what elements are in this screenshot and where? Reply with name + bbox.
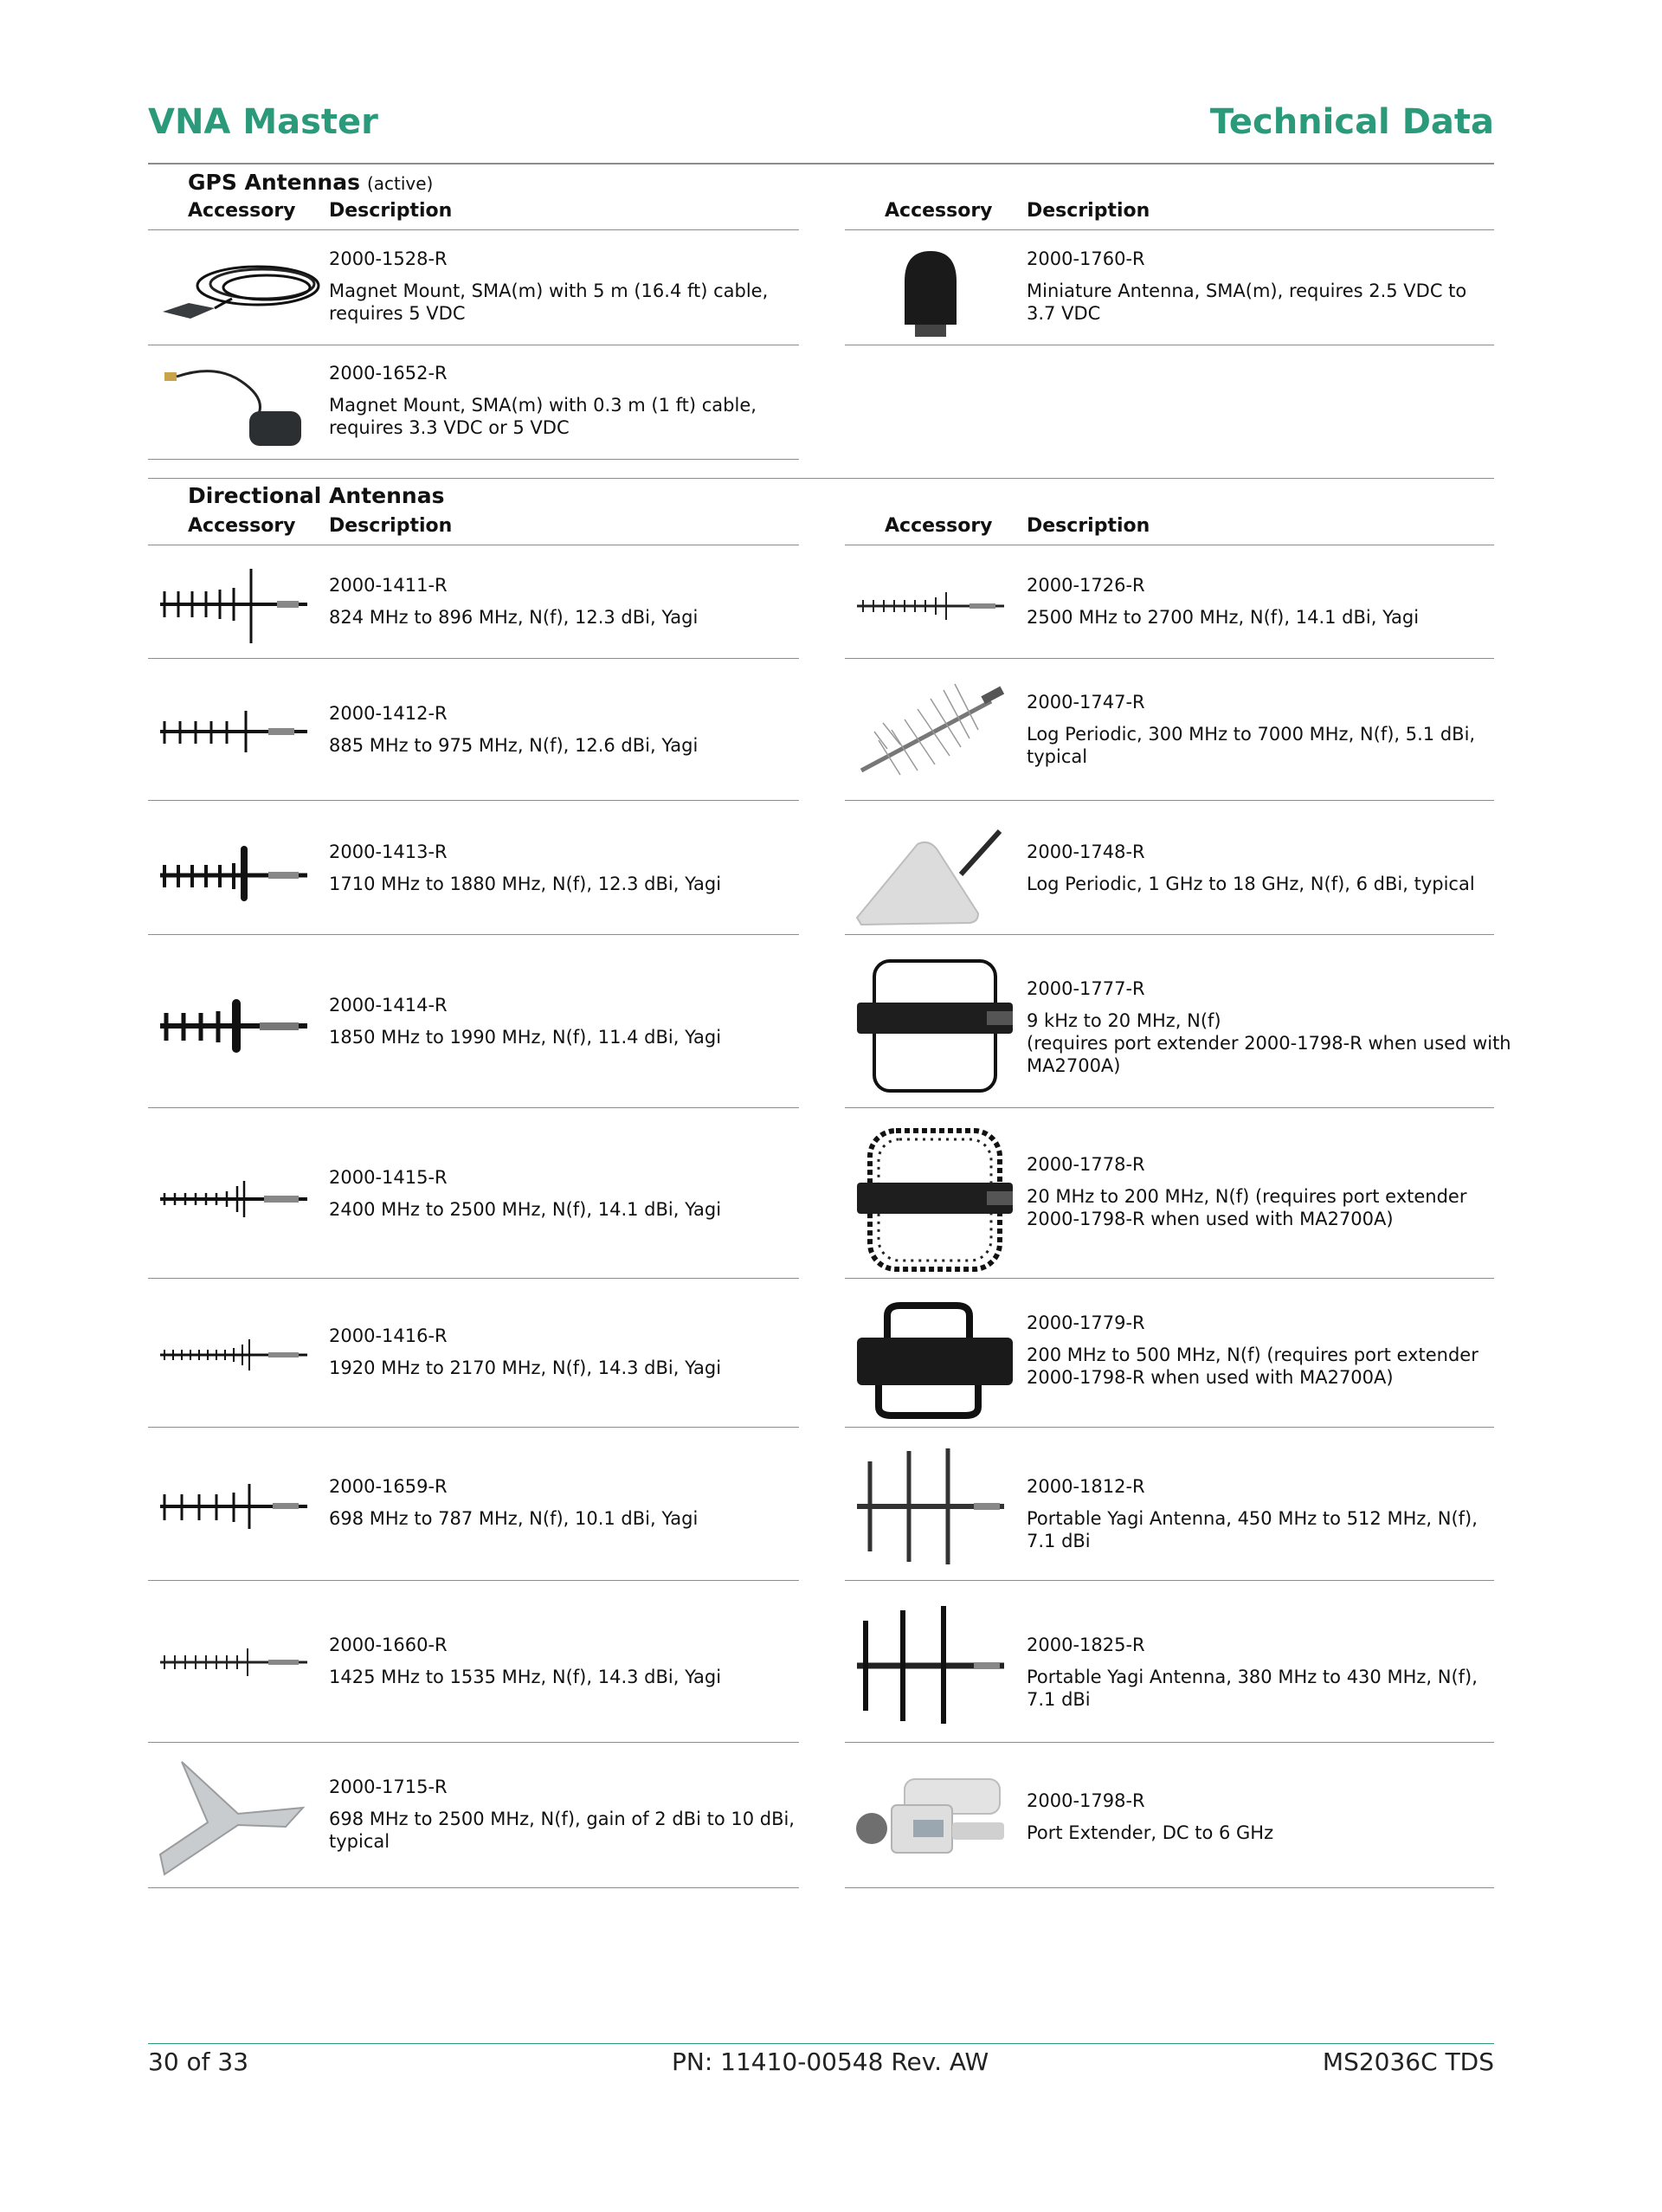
part-number: 2000-1412-R bbox=[329, 703, 448, 724]
row-rule bbox=[148, 1580, 799, 1581]
yagi-antenna-icon bbox=[156, 1338, 312, 1372]
yagi-antenna-icon bbox=[853, 589, 1008, 623]
part-number: 2000-1760-R bbox=[1027, 248, 1145, 269]
doc-title: VNA Master bbox=[148, 102, 378, 142]
item-description: Miniature Antenna, SMA(m), requires 2.5 VDC to 3.7 VDC bbox=[1027, 281, 1467, 324]
directional-right-item-8 bbox=[1027, 1635, 1478, 1711]
yagi-antenna-icon bbox=[156, 844, 312, 905]
directional-section-title: Directional Antennas bbox=[188, 483, 445, 508]
section-title: Technical Data bbox=[1209, 102, 1494, 142]
row-rule bbox=[845, 658, 1494, 659]
directional-left-item-6 bbox=[329, 1325, 721, 1379]
directional-right-item-9 bbox=[1027, 1790, 1273, 1844]
section-rule bbox=[148, 478, 1494, 479]
portable-yagi-antenna-icon bbox=[853, 1603, 1008, 1725]
footer-rule bbox=[148, 2043, 1494, 2044]
part-number: 2000-1726-R bbox=[1027, 575, 1145, 596]
row-rule bbox=[148, 1742, 799, 1743]
dir-col-description-left: Description bbox=[329, 515, 453, 537]
row-rule bbox=[148, 658, 799, 659]
triangle-log-periodic-antenna-icon bbox=[848, 822, 1013, 926]
dir-col-accessory-left: Accessory bbox=[188, 515, 296, 537]
item-description: Log Periodic, 1 GHz to 18 GHz, N(f), 6 dBi, typical bbox=[1027, 874, 1475, 894]
footer-doc-id: MS2036C TDS bbox=[1322, 2048, 1494, 2076]
item-description: 1710 MHz to 1880 MHz, N(f), 12.3 dBi, Yagi bbox=[329, 874, 722, 894]
dir-col-description-right: Description bbox=[1027, 515, 1150, 537]
yagi-antenna-icon bbox=[156, 996, 312, 1056]
directional-right-item-4 bbox=[1027, 978, 1511, 1077]
row-rule bbox=[148, 1887, 799, 1888]
item-description: 698 MHz to 787 MHz, N(f), 10.1 dBi, Yagi bbox=[329, 1508, 699, 1529]
part-number: 2000-1715-R bbox=[329, 1777, 448, 1797]
loop-antenna-icon bbox=[853, 952, 1017, 1100]
item-description: 885 MHz to 975 MHz, N(f), 12.6 dBi, Yagi bbox=[329, 735, 699, 756]
item-description: Log Periodic, 300 MHz to 7000 MHz, N(f), 5.1 dBi, typical bbox=[1027, 724, 1476, 767]
directional-left-item-4 bbox=[329, 995, 721, 1048]
directional-left-item-2 bbox=[329, 703, 698, 757]
part-number: 2000-1778-R bbox=[1027, 1154, 1145, 1175]
directional-right-item-2 bbox=[1027, 692, 1475, 768]
item-description: 200 MHz to 500 MHz, N(f) (requires port extender 2000-1798-R when used with MA2700A) bbox=[1027, 1345, 1478, 1388]
part-number: 2000-1416-R bbox=[329, 1325, 448, 1346]
row-rule bbox=[845, 800, 1494, 801]
footer-part-number: PN: 11410-00548 Rev. AW bbox=[672, 2048, 989, 2076]
yagi-antenna-icon bbox=[156, 1645, 312, 1680]
gps-head-rule-right bbox=[845, 229, 1494, 230]
item-description: Portable Yagi Antenna, 450 MHz to 512 MHz, N(f), 7.1 dBi bbox=[1027, 1508, 1478, 1551]
row-rule bbox=[148, 800, 799, 801]
item-description: 2500 MHz to 2700 MHz, N(f), 14.1 dBi, Yagi bbox=[1027, 607, 1420, 628]
yagi-antenna-icon bbox=[156, 567, 312, 645]
item-description: 20 MHz to 200 MHz, N(f) (requires port extender 2000-1798-R when used with MA2700A) bbox=[1027, 1186, 1467, 1229]
item-description: 824 MHz to 896 MHz, N(f), 12.3 dBi, Yagi bbox=[329, 607, 699, 628]
item-description: Portable Yagi Antenna, 380 MHz to 430 MHz, N(f), 7.1 dBi bbox=[1027, 1667, 1478, 1710]
part-number: 2000-1413-R bbox=[329, 842, 448, 862]
item-description: 698 MHz to 2500 MHz, N(f), gain of 2 dBi to 10 dBi, typical bbox=[329, 1809, 795, 1852]
yagi-antenna-icon bbox=[156, 706, 312, 758]
gps-col-accessory-right: Accessory bbox=[885, 200, 993, 222]
directional-right-item-1 bbox=[1027, 575, 1419, 629]
row-rule bbox=[148, 934, 799, 935]
directional-right-item-6 bbox=[1027, 1312, 1478, 1389]
row-rule bbox=[148, 1427, 799, 1428]
item-description: 1850 MHz to 1990 MHz, N(f), 11.4 dBi, Yagi bbox=[329, 1027, 722, 1048]
part-number: 2000-1411-R bbox=[329, 575, 448, 596]
directional-right-item-3 bbox=[1027, 842, 1475, 895]
footer-page-number: 30 of 33 bbox=[148, 2048, 249, 2076]
part-number: 2000-1660-R bbox=[329, 1635, 448, 1655]
part-number: 2000-1747-R bbox=[1027, 692, 1145, 713]
yagi-antenna-icon bbox=[156, 1177, 312, 1221]
item-description: 1920 MHz to 2170 MHz, N(f), 14.3 dBi, Yagi bbox=[329, 1358, 722, 1378]
directional-left-item-3 bbox=[329, 842, 721, 895]
directional-left-item-9 bbox=[329, 1777, 795, 1853]
gps-note: (active) bbox=[366, 173, 434, 194]
part-number: 2000-1825-R bbox=[1027, 1635, 1145, 1655]
row-rule bbox=[845, 1742, 1494, 1743]
part-number: 2000-1777-R bbox=[1027, 978, 1145, 999]
item-description: Port Extender, DC to 6 GHz bbox=[1027, 1822, 1274, 1843]
mini-dome-antenna-icon bbox=[896, 247, 965, 342]
dir-col-accessory-right: Accessory bbox=[885, 515, 993, 537]
row-rule bbox=[845, 1887, 1494, 1888]
log-periodic-antenna-icon bbox=[853, 680, 1013, 784]
mesh-loop-antenna-icon bbox=[853, 1124, 1017, 1275]
directional-left-item-7 bbox=[329, 1476, 698, 1530]
part-number: 2000-1659-R bbox=[329, 1476, 448, 1497]
part-number: 2000-1779-R bbox=[1027, 1312, 1145, 1333]
row-rule bbox=[148, 459, 799, 460]
part-number: 2000-1652-R bbox=[329, 363, 448, 384]
directional-left-item-8 bbox=[329, 1635, 721, 1688]
portable-yagi-antenna-icon bbox=[853, 1444, 1008, 1565]
row-rule bbox=[845, 1580, 1494, 1581]
gps-head-rule-left bbox=[148, 229, 799, 230]
port-extender-icon bbox=[853, 1775, 1013, 1870]
row-rule bbox=[148, 1107, 799, 1108]
gps-puck-short-cable-icon bbox=[163, 364, 319, 450]
gps-item-3 bbox=[329, 363, 757, 439]
row-rule bbox=[845, 1107, 1494, 1108]
part-number: 2000-1748-R bbox=[1027, 842, 1145, 862]
item-description: 2400 MHz to 2500 MHz, N(f), 14.1 dBi, Yagi bbox=[329, 1199, 722, 1220]
gps-col-description-left: Description bbox=[329, 200, 453, 222]
directional-right-item-5 bbox=[1027, 1154, 1466, 1230]
row-rule bbox=[845, 1427, 1494, 1428]
directional-left-item-1 bbox=[329, 575, 698, 629]
gps-col-description-right: Description bbox=[1027, 200, 1150, 222]
gps-title: GPS Antennas bbox=[188, 170, 360, 195]
part-number: 2000-1812-R bbox=[1027, 1476, 1145, 1497]
header-rule bbox=[148, 163, 1494, 164]
item-description: Magnet Mount, SMA(m) with 5 m (16.4 ft) cable, requires 5 VDC bbox=[329, 281, 769, 324]
part-number: 2000-1415-R bbox=[329, 1167, 448, 1188]
gps-col-accessory-left: Accessory bbox=[188, 200, 296, 222]
directional-right-item-7 bbox=[1027, 1476, 1478, 1552]
gps-section-title bbox=[188, 170, 433, 195]
row-rule bbox=[148, 1278, 799, 1279]
part-number: 2000-1528-R bbox=[329, 248, 448, 269]
part-number: 2000-1414-R bbox=[329, 995, 448, 1016]
handle-antenna-icon bbox=[853, 1299, 1017, 1420]
row-rule bbox=[845, 1278, 1494, 1279]
item-description: 1425 MHz to 1535 MHz, N(f), 14.3 dBi, Yagi bbox=[329, 1667, 722, 1687]
gps-item-1 bbox=[329, 248, 768, 325]
directional-left-item-5 bbox=[329, 1167, 721, 1221]
item-description: 9 kHz to 20 MHz, N(f) (requires port extender 2000-1798-R when used with MA2700A) bbox=[1027, 1010, 1511, 1076]
gps-item-2 bbox=[1027, 248, 1466, 325]
triangular-antenna-icon bbox=[156, 1757, 312, 1879]
yagi-antenna-icon bbox=[156, 1480, 312, 1532]
row-rule bbox=[845, 934, 1494, 935]
item-description: Magnet Mount, SMA(m) with 0.3 m (1 ft) cable, requires 3.3 VDC or 5 VDC bbox=[329, 395, 757, 438]
gps-puck-long-cable-icon bbox=[154, 251, 327, 329]
part-number: 2000-1798-R bbox=[1027, 1790, 1145, 1811]
